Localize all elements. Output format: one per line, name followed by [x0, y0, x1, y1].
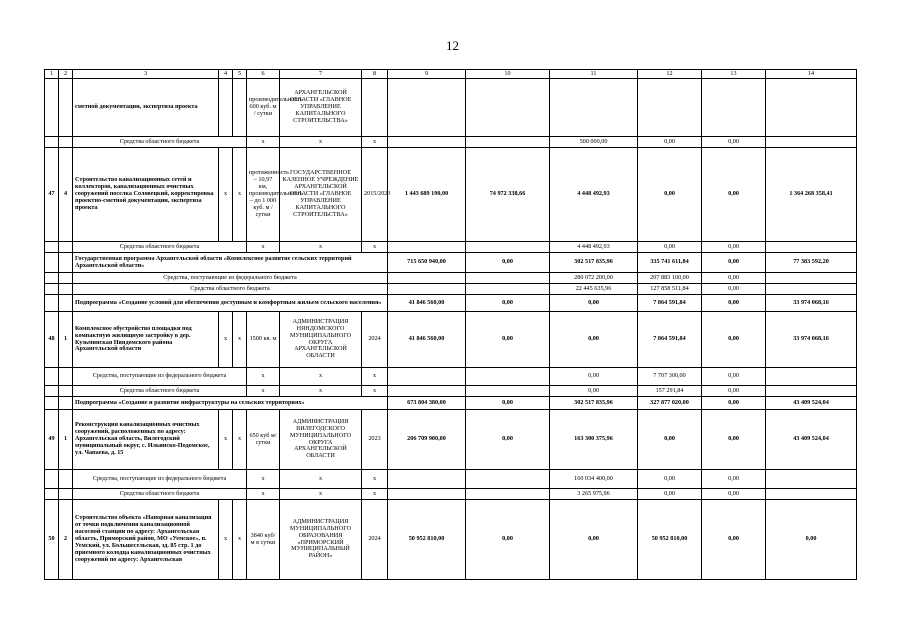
funding-source-row	[45, 489, 857, 500]
table-cell: 206 709 900,00	[388, 410, 466, 470]
table-cell: 41 846 560,00	[388, 312, 466, 368]
table-cell	[45, 253, 59, 273]
table-cell: 7 707 300,00	[638, 368, 702, 386]
table-cell: 3840 куб/м в сутки	[247, 500, 280, 580]
column-header: 14	[766, 70, 857, 79]
table-cell: Средства, поступающие из федерального бюджета	[73, 470, 247, 489]
table-cell: 0,00	[702, 386, 766, 397]
table-cell	[45, 470, 59, 489]
header-row	[45, 70, 857, 79]
table-cell	[59, 368, 73, 386]
table-cell	[388, 137, 466, 148]
table-cell	[45, 137, 59, 148]
table-cell: Средства областного бюджета	[73, 137, 247, 148]
table-cell: 7 864 591,84	[638, 295, 702, 312]
column-header: 13	[702, 70, 766, 79]
table-cell: 50 952 810,00	[638, 500, 702, 580]
column-header: 3	[73, 70, 219, 79]
table-cell: 2023	[362, 410, 388, 470]
table-cell	[219, 79, 233, 137]
table-cell: 0,00	[702, 368, 766, 386]
table-cell: 0,00	[702, 397, 766, 410]
table-cell: 0,00	[466, 397, 550, 410]
table-cell: x	[362, 137, 388, 148]
table-cell: x	[247, 470, 280, 489]
table-cell: 1 364 268 358,41	[766, 148, 857, 242]
table-cell: 0,00	[702, 273, 766, 284]
funding-source-row	[45, 284, 857, 295]
table-cell: 2015/2023	[362, 148, 388, 242]
table-cell: 327 877 020,00	[638, 397, 702, 410]
table-cell: 33 974 068,16	[766, 295, 857, 312]
table-cell	[388, 489, 466, 500]
table-cell: х	[219, 500, 233, 580]
program-row	[45, 253, 857, 273]
table-cell: 2024	[362, 500, 388, 580]
table-cell: 0,00	[702, 253, 766, 273]
table-cell: 715 650 940,00	[388, 253, 466, 273]
table-cell	[766, 242, 857, 253]
table-cell: Средства, поступающие из федерального бюджета	[73, 368, 247, 386]
table-cell	[45, 397, 59, 410]
table-cell: x	[362, 368, 388, 386]
table-cell: Средства областного бюджета	[73, 242, 247, 253]
table-cell	[45, 284, 59, 295]
table-cell: производительность 600 куб. м / сутки	[247, 79, 280, 137]
table-cell: 0,00	[466, 253, 550, 273]
table-cell	[59, 242, 73, 253]
table-cell	[766, 368, 857, 386]
table-cell: 157 291,84	[638, 386, 702, 397]
table-cell	[388, 470, 466, 489]
table-cell: 0,00	[702, 137, 766, 148]
table-cell: 0,00	[702, 500, 766, 580]
table-cell: 7 864 591,84	[638, 312, 702, 368]
table-cell: х	[233, 148, 247, 242]
table-cell: 33 974 068,16	[766, 312, 857, 368]
table-cell: x	[362, 470, 388, 489]
table-cell	[233, 79, 247, 137]
table-cell: x	[280, 470, 362, 489]
table-cell	[766, 470, 857, 489]
table-cell: 673 804 380,00	[388, 397, 466, 410]
table-cell: 74 972 338,66	[466, 148, 550, 242]
table-cell: сметной документации, экспертиза проекта	[73, 79, 219, 137]
table-cell: x	[280, 242, 362, 253]
column-header: 7	[280, 70, 362, 79]
funding-source-row	[45, 242, 857, 253]
table-cell	[466, 368, 550, 386]
table-cell: х	[219, 312, 233, 368]
table-cell: х	[233, 500, 247, 580]
table-cell	[59, 284, 73, 295]
table-cell: 22 445 635,96	[550, 284, 638, 295]
table-cell: 0,00	[550, 312, 638, 368]
table-cell: 4 448 492,93	[550, 242, 638, 253]
table-cell: 500 000,00	[550, 137, 638, 148]
table-cell: 1500 кв. м	[247, 312, 280, 368]
table-cell: х	[233, 410, 247, 470]
table-cell: 50 952 810,00	[388, 500, 466, 580]
table-cell: АДМИНИСТРАЦИЯ НЯНДОМСКОГО МУНИЦИПАЛЬНОГО ОКРУГА АРХАНГЕЛЬСКОЙ ОБЛАСТИ	[280, 312, 362, 368]
table-cell: x	[362, 386, 388, 397]
table-cell: x	[280, 489, 362, 500]
table-cell: x	[247, 368, 280, 386]
table-cell: 0,00	[466, 295, 550, 312]
table-cell	[766, 284, 857, 295]
table-cell: 1	[59, 410, 73, 470]
table-cell: 163 300 375,96	[550, 410, 638, 470]
table-cell: Подпрограмма «Создание и развитие инфраструктуры на сельских территориях»	[73, 397, 388, 410]
table-cell	[766, 137, 857, 148]
column-header: 4	[219, 70, 233, 79]
table-cell	[45, 242, 59, 253]
table-cell	[45, 79, 59, 137]
table-cell: 0,00	[638, 489, 702, 500]
column-header: 9	[388, 70, 466, 79]
table-cell	[59, 295, 73, 312]
table-cell: x	[362, 242, 388, 253]
table-cell	[766, 489, 857, 500]
table-cell: х	[219, 410, 233, 470]
table-cell	[388, 284, 466, 295]
table-cell	[362, 79, 388, 137]
table-cell: Подпрограмма «Создание условий для обеспечения доступным и комфортным жильем сельского населения»	[73, 295, 388, 312]
table-cell: 0,00	[702, 284, 766, 295]
funding-source-row	[45, 137, 857, 148]
column-header: 5	[233, 70, 247, 79]
table-cell: x	[247, 489, 280, 500]
program-row	[45, 397, 857, 410]
table-cell: 1	[59, 312, 73, 368]
table-cell	[59, 489, 73, 500]
table-cell: 280 072 200,00	[550, 273, 638, 284]
table-cell: 0,00	[638, 148, 702, 242]
object-row	[45, 410, 857, 470]
table-cell	[766, 79, 857, 137]
table-cell	[702, 79, 766, 137]
table-cell	[466, 386, 550, 397]
table-cell: 2024	[362, 312, 388, 368]
table-cell	[466, 273, 550, 284]
table-cell: АРХАНГЕЛЬСКОЙ ОБЛАСТИ «ГЛАВНОЕ УПРАВЛЕНИЕ КАПИТАЛЬНОГО СТРОИТЕЛЬСТВА»	[280, 79, 362, 137]
table-cell	[45, 295, 59, 312]
table-cell	[466, 489, 550, 500]
table-cell	[550, 79, 638, 137]
table-cell: 0,00	[466, 312, 550, 368]
table-cell: х	[233, 312, 247, 368]
table-cell: 47	[45, 148, 59, 242]
table-cell: Средства областного бюджета	[73, 284, 388, 295]
table-cell: 160 034 400,00	[550, 470, 638, 489]
table-cell: x	[247, 386, 280, 397]
table-cell: Строительство канализационных сетей и коллекторов, канализационных очистных сооружений поселка Соловецкий, корректировка проектно-сметной документации, экспертиза проекта	[73, 148, 219, 242]
table-cell: 77 383 592,20	[766, 253, 857, 273]
funding-source-row	[45, 470, 857, 489]
program-row	[45, 295, 857, 312]
object-row	[45, 79, 857, 137]
object-row	[45, 148, 857, 242]
table-cell	[766, 273, 857, 284]
object-row	[45, 312, 857, 368]
table-cell: ГОСУДАРСТВЕННОЕ КАЗЕННОЕ УЧРЕЖДЕНИЕ АРХАНГЕЛЬСКОЙ ОБЛАСТИ «ГЛАВНОЕ УПРАВЛЕНИЕ КАПИТАЛЬНОГО СТРОИТЕЛЬСТВА»	[280, 148, 362, 242]
table-cell	[388, 386, 466, 397]
table-cell: 0,00	[638, 242, 702, 253]
table-cell: 0,00	[550, 368, 638, 386]
table-cell: 0,00	[702, 410, 766, 470]
table-cell	[45, 489, 59, 500]
table-cell: 127 858 511,84	[638, 284, 702, 295]
table-cell: x	[247, 137, 280, 148]
table-cell: 43 409 524,04	[766, 410, 857, 470]
table-cell: протяженность – 10,97 км, производительность – до 1 000 куб. м / сутки	[247, 148, 280, 242]
table-cell: 0,00	[702, 148, 766, 242]
table-cell: 0,00	[550, 500, 638, 580]
column-header: 11	[550, 70, 638, 79]
table-cell: 0,00	[638, 137, 702, 148]
table-cell: 0,00	[702, 470, 766, 489]
object-row	[45, 500, 857, 580]
table-cell: АДМИНИСТРАЦИЯ МУНИЦИПАЛЬНОГО ОБРАЗОВАНИЯ «ПРИМОРСКИЙ МУНИЦИПАЛЬНЫЙ РАЙОН»	[280, 500, 362, 580]
table-cell: 0,00	[638, 470, 702, 489]
table-cell	[466, 470, 550, 489]
table-cell: 4	[59, 148, 73, 242]
table-cell: 0,00	[702, 242, 766, 253]
table-cell: 0,00	[550, 295, 638, 312]
table-cell	[466, 284, 550, 295]
table-cell: Средства областного бюджета	[73, 386, 247, 397]
table-cell: АДМИНИСТРАЦИЯ ВИЛЕГОДСКОГО МУНИЦИПАЛЬНОГО ОКРУГА АРХАНГЕЛЬСКОЙ ОБЛАСТИ	[280, 410, 362, 470]
column-header: 10	[466, 70, 550, 79]
table-cell: Реконструкция канализационных очистных сооружений, расположенных по адресу: Архангельская область, Вилегодский муниципальный округ, с. Ильинско-Подомское, ул. Чапаева, д. 15	[73, 410, 219, 470]
table-cell: x	[280, 368, 362, 386]
funding-source-row	[45, 386, 857, 397]
table-cell: Государственная программа Архангельской области «Комплексное развитие сельских территорий Архангельской области»	[73, 253, 388, 273]
page-number: 12	[446, 38, 459, 53]
table-cell: 0,00	[466, 500, 550, 580]
table-cell: 0,00	[702, 489, 766, 500]
table-cell: 650 куб м/сутки	[247, 410, 280, 470]
table-cell	[59, 79, 73, 137]
column-header: 6	[247, 70, 280, 79]
table-cell: Средства областного бюджета	[73, 489, 247, 500]
table-cell: 335 741 611,84	[638, 253, 702, 273]
table-cell	[466, 79, 550, 137]
table-cell: Средства, поступающие из федерального бюджета	[73, 273, 388, 284]
table-cell	[766, 386, 857, 397]
table-cell	[59, 397, 73, 410]
table-cell	[388, 273, 466, 284]
table-cell	[388, 242, 466, 253]
table-cell: 2	[59, 500, 73, 580]
table-cell: 3 265 975,96	[550, 489, 638, 500]
funding-source-row	[45, 368, 857, 386]
funding-source-row	[45, 273, 857, 284]
table-cell	[45, 386, 59, 397]
table-cell	[45, 273, 59, 284]
table-cell: x	[280, 386, 362, 397]
budget-table	[44, 69, 857, 580]
table-cell: 0,00	[638, 410, 702, 470]
table-cell	[45, 368, 59, 386]
column-header: 12	[638, 70, 702, 79]
table-cell: x	[280, 137, 362, 148]
table-cell: 0,00	[702, 295, 766, 312]
table-cell: 43 409 524,04	[766, 397, 857, 410]
table-cell	[388, 79, 466, 137]
table-cell	[466, 137, 550, 148]
table-cell: 1 443 689 190,00	[388, 148, 466, 242]
table-cell	[59, 137, 73, 148]
table-cell: 48	[45, 312, 59, 368]
table-cell	[466, 242, 550, 253]
table-cell: 50	[45, 500, 59, 580]
table-cell: Комплексное обустройство площадки под компактную жилищную застройку в дер. Кузьминская Няндомского района Архангельской области	[73, 312, 219, 368]
table-cell: 49	[45, 410, 59, 470]
table-cell	[59, 273, 73, 284]
table-cell: x	[247, 242, 280, 253]
table-cell	[59, 470, 73, 489]
table-cell: x	[362, 489, 388, 500]
table-cell: 302 517 835,96	[550, 253, 638, 273]
column-header: 1	[45, 70, 59, 79]
column-header: 2	[59, 70, 73, 79]
table-cell: 0,00	[550, 386, 638, 397]
table-cell: 41 846 560,00	[388, 295, 466, 312]
table-cell: х	[219, 148, 233, 242]
table-cell: 0,00	[702, 312, 766, 368]
table-cell: 0,00	[466, 410, 550, 470]
table-cell	[59, 253, 73, 273]
table-cell: 207 883 100,00	[638, 273, 702, 284]
table-cell: 4 448 492,93	[550, 148, 638, 242]
table-cell	[59, 386, 73, 397]
table-cell: 0,00	[766, 500, 857, 580]
table-cell: Строительство объекта «Напорная канализация от точки подключения канализационной насосной станции по адресу: Архангельская область, Приморский район, МО «Уемское», п. Уемский, ул. Большесельская, зд. 85 стр. 1 до приемного колодца канализационных очистных сооружений по адресу: Архангельская	[73, 500, 219, 580]
table-cell	[638, 79, 702, 137]
table-cell	[388, 368, 466, 386]
table-cell: 302 517 835,96	[550, 397, 638, 410]
column-header: 8	[362, 70, 388, 79]
